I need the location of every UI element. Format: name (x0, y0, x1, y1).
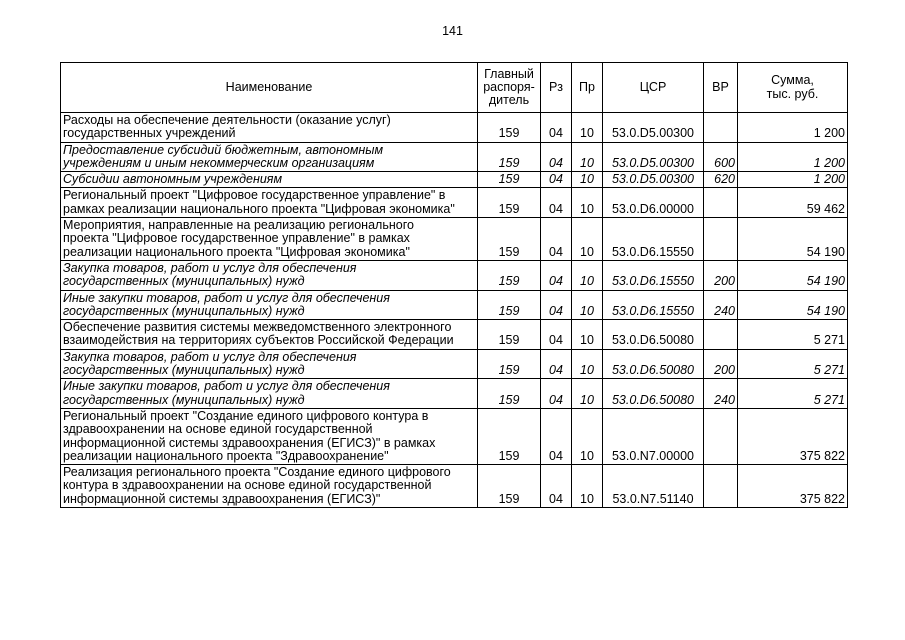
cell-sum: 54 190 (738, 218, 848, 261)
header-pr: Пр (572, 63, 603, 113)
cell-name (61, 113, 478, 143)
cell-name (61, 349, 478, 379)
cell-gr: 159 (478, 142, 541, 172)
cell-name-line: Мероприятия, направленные на реализацию регионального (63, 218, 414, 233)
cell-rz: 04 (541, 142, 572, 172)
cell-gr: 159 (478, 260, 541, 290)
cell-vr (704, 408, 738, 464)
header-sum-line: Сумма, (771, 73, 814, 88)
cell-sum: 54 190 (738, 290, 848, 320)
table-row (61, 218, 848, 261)
cell-name-line: Закупка товаров, работ и услуг для обеспечения (63, 349, 357, 364)
header-gr-line: дитель (488, 93, 530, 108)
cell-name-line: государственных (муниципальных) нужд (63, 303, 305, 318)
header-name: Наименование (61, 63, 478, 113)
table-row (61, 320, 848, 350)
cell-vr: 240 (704, 379, 738, 409)
cell-gr: 159 (478, 465, 541, 508)
cell-csr: 53.0.D6.50080 (603, 349, 704, 379)
cell-pr: 10 (572, 408, 603, 464)
cell-pr: 10 (572, 188, 603, 218)
cell-rz: 04 (541, 408, 572, 464)
cell-gr: 159 (478, 320, 541, 350)
cell-sum: 5 271 (738, 349, 848, 379)
table-row (61, 290, 848, 320)
header-gr-line: Главный (484, 66, 534, 81)
cell-name-line: учреждениям и иным некоммерческим организациям (63, 155, 375, 170)
cell-pr: 10 (572, 113, 603, 143)
header-vr: ВР (704, 63, 738, 113)
cell-name (61, 218, 478, 261)
cell-name (61, 379, 478, 409)
cell-sum: 375 822 (738, 465, 848, 508)
cell-vr (704, 188, 738, 218)
cell-name-line: государственных (муниципальных) нужд (63, 392, 305, 407)
cell-csr: 53.0.N7.00000 (603, 408, 704, 464)
table-row (61, 260, 848, 290)
cell-rz: 04 (541, 379, 572, 409)
table-row (61, 142, 848, 172)
cell-sum: 375 822 (738, 408, 848, 464)
cell-name (61, 290, 478, 320)
cell-name-line: Региональный проект "Цифровое государственное управление" в (63, 188, 446, 203)
cell-csr: 53.0.D6.15550 (603, 290, 704, 320)
cell-csr: 53.0.D5.00300 (603, 172, 704, 188)
cell-csr: 53.0.D6.15550 (603, 260, 704, 290)
table-row (61, 349, 848, 379)
cell-name-line: Региональный проект "Создание единого цифрового контура в (63, 408, 429, 423)
cell-csr: 53.0.N7.51140 (603, 465, 704, 508)
cell-gr: 159 (478, 188, 541, 218)
cell-gr: 159 (478, 408, 541, 464)
cell-vr (704, 320, 738, 350)
cell-rz: 04 (541, 290, 572, 320)
cell-name-line: информационной системы здравоохранения (ЕГИСЗ)" в рамках (63, 435, 436, 450)
cell-csr: 53.0.D6.00000 (603, 188, 704, 218)
cell-gr: 159 (478, 290, 541, 320)
cell-name-line: Иные закупки товаров, работ и услуг для обеспечения (63, 290, 390, 305)
cell-vr (704, 218, 738, 261)
cell-vr: 600 (704, 142, 738, 172)
cell-name-line: Обеспечение развития системы межведомственного электронного (63, 320, 452, 335)
header-sum (738, 63, 848, 113)
cell-name (61, 172, 478, 188)
cell-vr: 240 (704, 290, 738, 320)
cell-vr: 200 (704, 349, 738, 379)
cell-name-line: Субсидии автономным учреждениям (63, 172, 283, 187)
cell-name-line: реализации национального проекта "Здравоохранение" (63, 448, 389, 463)
table-row (61, 465, 848, 508)
cell-sum: 5 271 (738, 320, 848, 350)
cell-name (61, 260, 478, 290)
page-number: 141 (442, 24, 463, 38)
table-row (61, 113, 848, 143)
cell-sum: 5 271 (738, 379, 848, 409)
cell-name-line: государственных учреждений (63, 126, 236, 141)
table-header-row (61, 63, 848, 113)
cell-sum: 59 462 (738, 188, 848, 218)
cell-name-line: здравоохранении на основе единой государственной (63, 422, 373, 437)
cell-sum: 54 190 (738, 260, 848, 290)
cell-pr: 10 (572, 290, 603, 320)
cell-name (61, 142, 478, 172)
cell-name-line: Иные закупки товаров, работ и услуг для обеспечения (63, 379, 390, 394)
cell-rz: 04 (541, 349, 572, 379)
cell-pr: 10 (572, 349, 603, 379)
cell-name-line: информационной системы здравоохранения (ЕГИСЗ)" (63, 491, 381, 506)
cell-rz: 04 (541, 188, 572, 218)
cell-csr: 53.0.D5.00300 (603, 113, 704, 143)
cell-gr: 159 (478, 218, 541, 261)
cell-sum: 1 200 (738, 113, 848, 143)
table-body (61, 113, 848, 508)
header-gr-line: распоря- (483, 79, 535, 94)
table-row (61, 408, 848, 464)
cell-name (61, 188, 478, 218)
cell-pr: 10 (572, 260, 603, 290)
table-row (61, 188, 848, 218)
cell-csr: 53.0.D6.15550 (603, 218, 704, 261)
header-csr: ЦСР (603, 63, 704, 113)
cell-gr: 159 (478, 172, 541, 188)
cell-name-line: государственных (муниципальных) нужд (63, 274, 305, 289)
header-rz: Рз (541, 63, 572, 113)
cell-gr: 159 (478, 379, 541, 409)
cell-rz: 04 (541, 218, 572, 261)
cell-name-line: рамках реализации национального проекта "Цифровая экономика" (63, 201, 455, 216)
cell-rz: 04 (541, 465, 572, 508)
cell-rz: 04 (541, 172, 572, 188)
cell-sum: 1 200 (738, 172, 848, 188)
budget-table (60, 62, 848, 508)
table-row (61, 379, 848, 409)
cell-pr: 10 (572, 379, 603, 409)
cell-csr: 53.0.D6.50080 (603, 320, 704, 350)
cell-name (61, 320, 478, 350)
cell-vr (704, 113, 738, 143)
cell-rz: 04 (541, 113, 572, 143)
cell-csr: 53.0.D5.00300 (603, 142, 704, 172)
header-sum-line: тыс. руб. (766, 86, 819, 101)
cell-name-line: проекта "Цифровое государственное управление" в рамках (63, 231, 410, 246)
cell-name-line: Предоставление субсидий бюджетным, автономным (63, 142, 384, 157)
cell-gr: 159 (478, 113, 541, 143)
cell-name-line: реализации национального проекта "Цифровая экономика" (63, 244, 410, 259)
cell-sum: 1 200 (738, 142, 848, 172)
cell-pr: 10 (572, 172, 603, 188)
header-gr (478, 63, 541, 113)
cell-vr: 620 (704, 172, 738, 188)
cell-gr: 159 (478, 349, 541, 379)
cell-name (61, 465, 478, 508)
cell-pr: 10 (572, 142, 603, 172)
cell-name-line: государственных (муниципальных) нужд (63, 363, 305, 378)
cell-name (61, 408, 478, 464)
cell-name-line: контура в здравоохранении на основе единой государственной (63, 478, 432, 493)
table-row (61, 172, 848, 188)
cell-vr: 200 (704, 260, 738, 290)
cell-pr: 10 (572, 320, 603, 350)
cell-csr: 53.0.D6.50080 (603, 379, 704, 409)
cell-name-line: взаимодействия на территориях субъектов Российской Федерации (63, 333, 454, 348)
cell-name-line: Закупка товаров, работ и услуг для обеспечения (63, 260, 357, 275)
cell-pr: 10 (572, 218, 603, 261)
cell-rz: 04 (541, 320, 572, 350)
cell-pr: 10 (572, 465, 603, 508)
cell-name-line: Реализация регионального проекта "Создание единого цифрового (63, 465, 451, 480)
cell-rz: 04 (541, 260, 572, 290)
cell-vr (704, 465, 738, 508)
cell-name-line: Расходы на обеспечение деятельности (оказание услуг) (63, 113, 391, 127)
